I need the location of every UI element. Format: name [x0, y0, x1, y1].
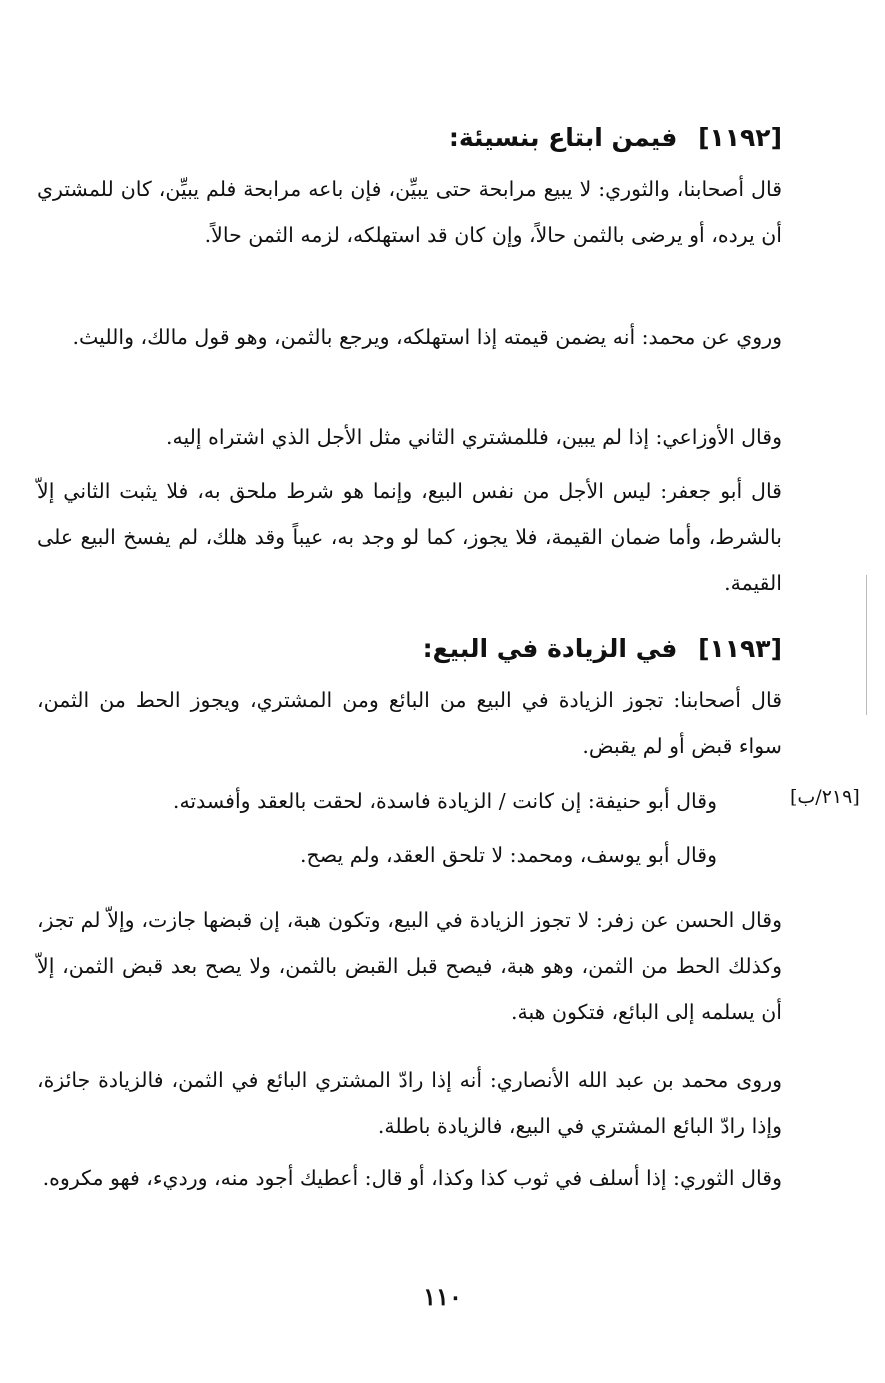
- paragraph: قال أصحابنا: تجوز الزيادة في البيع من البائع ومن المشتري، ويجوز الحط من الثمن، سواء قبض أو لم يقبض.: [37, 688, 782, 758]
- paragraph: وقال الحسن عن زفر: لا تجوز الزيادة في البيع، وتكون هبة، إن قبضها جازت، وإلاّ لم تجز، وكذلك الحط من الثمن، وهو هبة، فيصح قبل القبض بالثمن، ولا يصح بعد قبض الثمن، إلاّ أن يسلمه إلى البائع، فتكون هبة.: [37, 908, 782, 1024]
- paragraph: وقال الأوزاعي: إذا لم يبين، فللمشتري الثاني مثل الأجل الذي اشتراه إليه.: [165, 425, 782, 449]
- section-number: [١١٩٢]: [698, 123, 782, 152]
- paragraph: وقال أبو حنيفة: إن كانت / الزيادة فاسدة، لحقت بالعقد وأفسدته.: [172, 789, 717, 813]
- paragraph: قال أصحابنا، والثوري: لا يبيع مرابحة حتى يبيِّن، فإن باعه مرابحة فلم يبيِّن، كان للمشتري أن يرده، أو يرضى بالثمن حالاً، وإن كان قد استهلكه، لزمه الثمن حالاً.: [37, 177, 782, 247]
- paragraph: وروى محمد بن عبد الله الأنصاري: أنه إذا رادّ المشتري البائع في الثمن، فالزيادة جائزة، وإذا رادّ البائع المشتري في البيع، فالزيادة باطلة.: [37, 1068, 782, 1138]
- section-heading-1192: [449, 123, 782, 152]
- paragraph: وقال أبو يوسف، ومحمد: لا تلحق العقد، ولم يصح.: [299, 843, 717, 867]
- scan-edge-line: [866, 575, 867, 715]
- section-number: [١١٩٣]: [698, 634, 782, 663]
- folio-margin-note: [٢١٩/ب]: [790, 786, 860, 808]
- paragraph: قال أبو جعفر: ليس الأجل من نفس البيع، وإنما هو شرط ملحق به، فلا يثبت الثاني إلاّ بالشرط، وأما ضمان القيمة، فلا يجوز، كما لو وجد به، عيباً وقد هلك، لم يفسخ البيع على القيمة.: [37, 479, 782, 595]
- paragraph: وروي عن محمد: أنه يضمن قيمته إذا استهلكه، ويرجع بالثمن، وهو قول مالك، والليث.: [72, 325, 782, 349]
- section-title: فيمن ابتاع بنسيئة:: [448, 123, 678, 152]
- section-title: في الزيادة في البيع:: [422, 634, 678, 663]
- page-number: ١١٠: [423, 1282, 462, 1311]
- section-heading-1193: [423, 634, 782, 663]
- paragraph: وقال الثوري: إذا أسلف في ثوب كذا وكذا، أو قال: أعطيك أجود منه، ورديء، فهو مكروه.: [42, 1166, 782, 1190]
